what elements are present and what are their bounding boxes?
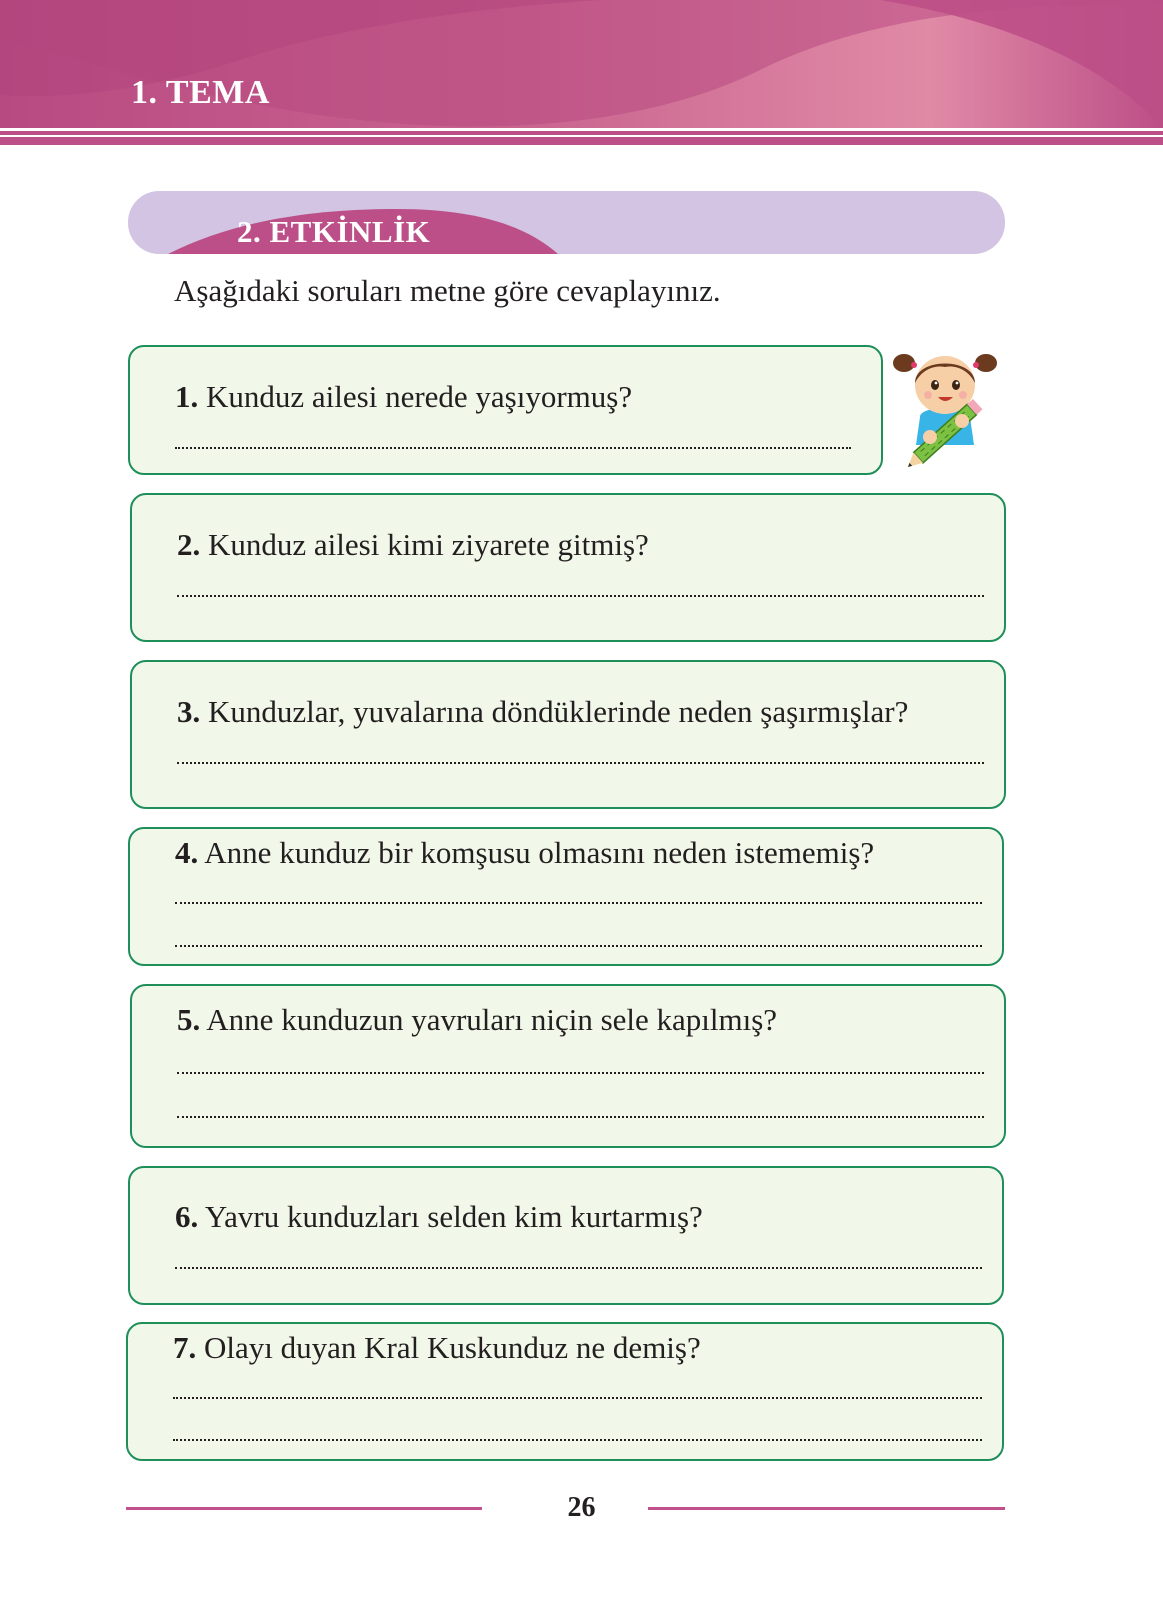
page-header	[0, 0, 1163, 150]
answer-line[interactable]	[177, 595, 984, 597]
question-box-3	[130, 660, 1006, 809]
answer-line[interactable]	[177, 1116, 984, 1118]
question-4-text	[175, 835, 874, 871]
answer-line[interactable]	[175, 1267, 982, 1269]
question-number: 7.	[173, 1330, 197, 1365]
theme-title: 1. TEMA	[131, 74, 270, 111]
answer-line[interactable]	[175, 447, 851, 449]
question-3-text	[177, 694, 908, 730]
question-number: 6.	[175, 1199, 199, 1234]
question-number: 3.	[177, 694, 201, 729]
question-label: Anne kunduz bir komşusu olmasını neden istememiş?	[204, 835, 875, 870]
question-box-4	[128, 827, 1004, 966]
question-label: Kunduz ailesi kimi ziyarete gitmiş?	[208, 527, 649, 562]
girl-with-pencil-illustration	[890, 345, 1002, 473]
question-number: 1.	[175, 379, 199, 414]
question-number: 5.	[177, 1002, 201, 1037]
answer-line[interactable]	[175, 902, 982, 904]
question-label: Olayı duyan Kral Kuskunduz ne demiş?	[204, 1330, 701, 1365]
question-number: 2.	[177, 527, 201, 562]
question-7-text	[173, 1330, 701, 1366]
question-box-7	[126, 1322, 1004, 1461]
question-label: Kunduz ailesi nerede yaşıyormuş?	[206, 379, 633, 414]
question-label: Kunduzlar, yuvalarına döndüklerinde neden şaşırmışlar?	[208, 694, 909, 729]
answer-line[interactable]	[175, 945, 982, 947]
question-5-text	[177, 1002, 777, 1038]
instruction-text: Aşağıdaki soruları metne göre cevaplayınız.	[174, 273, 721, 308]
question-label: Anne kunduzun yavruları niçin sele kapılmış?	[206, 1002, 778, 1037]
answer-line[interactable]	[177, 1072, 984, 1074]
question-number: 4.	[175, 835, 199, 870]
question-box-5	[130, 984, 1006, 1148]
question-label: Yavru kunduzları selden kim kurtarmış?	[204, 1199, 703, 1234]
question-2-text	[177, 527, 649, 563]
page-number: 26	[567, 1492, 596, 1523]
answer-line[interactable]	[173, 1397, 982, 1399]
question-6-text	[175, 1199, 703, 1235]
question-box-6	[128, 1166, 1004, 1305]
question-box-1	[128, 345, 883, 475]
answer-line[interactable]	[173, 1439, 982, 1441]
left-pigtail	[893, 354, 915, 372]
right-pigtail	[975, 354, 997, 372]
activity-title: 2. ETKİNLİK	[237, 214, 431, 249]
question-1-text	[175, 379, 632, 415]
question-box-2	[130, 493, 1006, 642]
answer-line[interactable]	[177, 762, 984, 764]
